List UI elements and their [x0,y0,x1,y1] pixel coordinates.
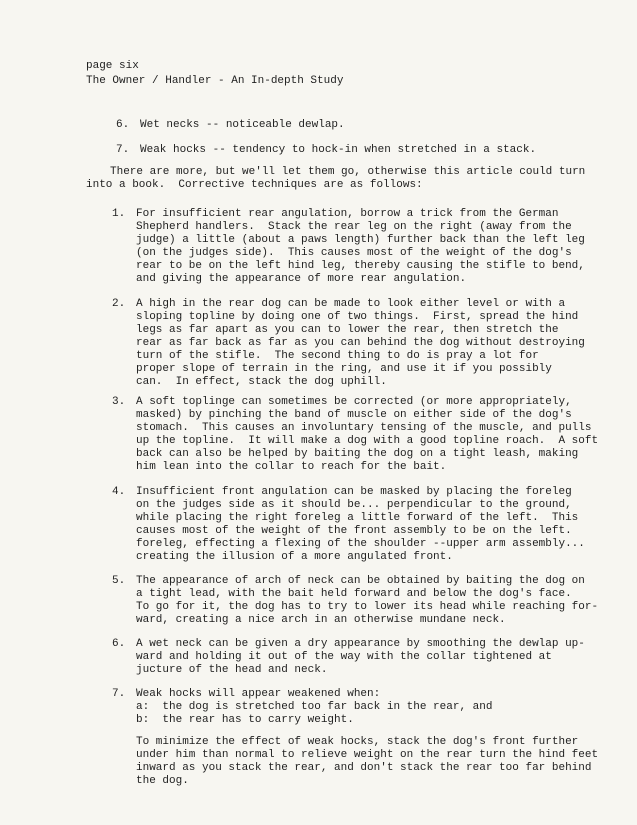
closing-paragraph [136,736,616,788]
text-line: ward and holding it out of the way with the collar tightened at [136,651,552,663]
item-number: 7. [116,144,130,156]
technique-item [112,575,612,627]
text-line: foreleg, effecting a flexing of the shoulder --upper arm assembly... [136,538,585,550]
item-number: 6. [112,638,126,650]
text-line: into a book. Corrective techniques are as follows: [86,179,423,191]
text-line: up the topline. It will make a dog with a good topline roach. A soft [136,435,599,447]
text-line: can. In effect, stack the dog uphill. [136,376,387,388]
text-line: To go for it, the dog has to try to lower its head while reaching for- [136,601,599,613]
list-item [116,144,536,157]
text-line: A wet neck can be given a dry appearance by smoothing the dewlap up- [136,638,585,650]
text-line: inward as you stack the rear, and don't stack the rear too far behind [136,762,592,774]
text-line: back can also be helped by baiting the dog on a tight leash, making [136,448,579,460]
text-line: judge) a little (about a paws length) further back than the left leg [136,234,585,246]
text-line: Weak hocks will appear weakened when: [136,688,381,700]
text-line: and giving the appearance of more rear angulation. [136,273,467,285]
text-line: (on the judges side). This causes most of the weight of the dog's [136,247,572,259]
item-number: 3. [112,396,126,408]
text-line: a tight lead, with the bait held forward and below the dog's face. [136,588,572,600]
item-number: 7. [112,688,126,700]
technique-item [112,638,612,677]
text-line: stomach. This causes an involuntary tensing of the muscle, and pulls [136,422,592,434]
text-line: him lean into the collar to reach for the bait. [136,461,447,473]
text-line: Shepherd handlers. Stack the rear leg on the right (away from the [136,221,572,233]
text-line: The appearance of arch of neck can be obtained by baiting the dog on [136,575,585,587]
text-line: causes most of the weight of the front assembly to be on the left. [136,525,572,537]
text-line: under him than normal to relieve weight on the rear turn the hind feet [136,749,599,761]
text-line: proper slope of terrain in the ring, and use it if you possibly [136,363,552,375]
text-line: rear to be on the left hind leg, thereby causing the stifle to bend, [136,260,585,272]
text-line: For insufficient rear angulation, borrow a trick from the German [136,208,559,220]
text-line: turn of the stifle. The second thing to do is pray a lot for [136,350,539,362]
page-label: page six [86,60,139,72]
text-line: the dog. [136,775,189,787]
item-number: 4. [112,486,126,498]
text-line: rear as far back as far as you can behind the dog without destroying [136,337,585,349]
technique-item [112,298,612,389]
text-line: Insufficient front angulation can be masked by placing the foreleg [136,486,572,498]
technique-item [112,208,612,286]
item-number: 5. [112,575,126,587]
text-line: A soft toplinge can sometimes be corrected (or more appropriately, [136,396,572,408]
item-number: 2. [112,298,126,310]
text-line: There are more, but we'll let them go, otherwise this article could turn [110,166,586,178]
list-item [116,119,345,132]
item-text: Wet necks -- noticeable dewlap. [140,119,345,131]
technique-item [112,688,612,727]
item-number: 6. [116,119,130,131]
text-line: jucture of the head and neck. [136,664,328,676]
text-line: while placing the right foreleg a little forward of the left. This [136,512,579,524]
technique-item [112,396,612,474]
article-title: The Owner / Handler - An In-depth Study [86,75,344,87]
text-line: ward, creating a nice arch in an otherwise mundane neck. [136,614,506,626]
text-line: masked) by pinching the band of muscle on either side of the dog's [136,409,572,421]
item-text: Weak hocks -- tendency to hock-in when stretched in a stack. [140,144,537,156]
intro-paragraph [86,166,606,192]
text-line: A high in the rear dog can be made to look either level or with a [136,298,566,310]
text-line: creating the illusion of a more angulated front. [136,551,453,563]
text-line: sloping topline by doing one of two things. First, spread the hind [136,311,579,323]
text-line: legs as far apart as you can to lower the rear, then stretch the [136,324,559,336]
technique-item [112,486,612,564]
item-number: 1. [112,208,126,220]
text-line: a: the dog is stretched too far back in the rear, and [136,701,493,713]
text-line: To minimize the effect of weak hocks, stack the dog's front further [136,736,579,748]
text-line: b: the rear has to carry weight. [136,714,354,726]
text-line: on the judges side as it should be... perpendicular to the ground, [136,499,572,511]
